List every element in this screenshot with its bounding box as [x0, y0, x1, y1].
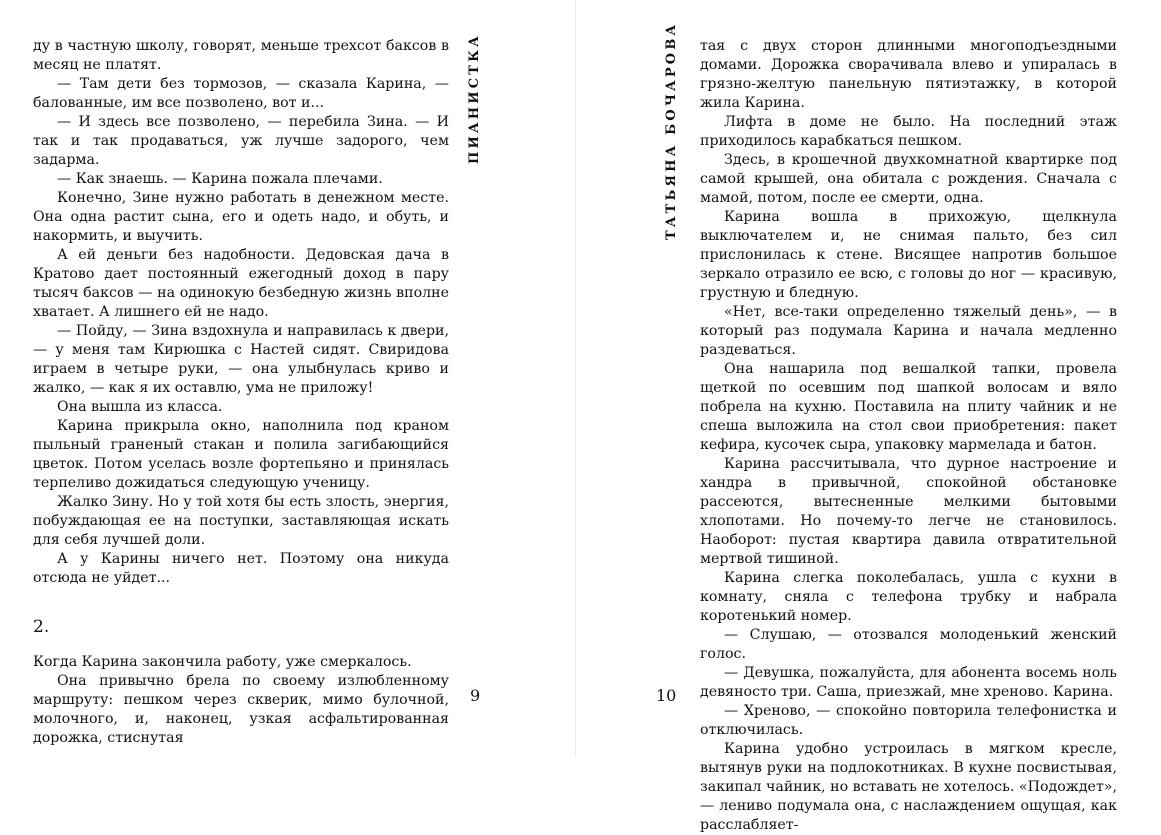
paragraph: — И здесь все позволено, — перебила Зина. — И так и так продаваться, уж лучше задорого, чем задарма.: [33, 114, 449, 168]
paragraph: ду в частную школу, говорят, меньше трехсот баксов в месяц не платят.: [33, 38, 449, 73]
paragraph: Карина слегка поколебалась, ушла с кухни в комнату, сняла с телефона трубку и набрала коротенький номер.: [700, 570, 1117, 624]
left-text-column: [33, 37, 449, 748]
paragraph: Лифта в доме не было. На последний этаж приходилось карабкаться пешком.: [700, 114, 1117, 149]
paragraph: Карина удобно устроилась в мягком кресле, вытянув руки на подлокотниках. В кухне посвистывая, закипал чайник, но вставать не хотелось. «Подождет», — лениво подумала она, с наслаждением ощущая, как расслабляет-: [700, 741, 1117, 833]
page-number: 9: [470, 686, 481, 705]
paragraph: — Как знаешь. — Карина пожала плечами.: [57, 171, 383, 187]
paragraph: Карина прикрыла окно, наполнила под краном пыльный граненый стакан и полила загибающийся цветок. Потом уселась возле фортепьяно и принялась терпеливо дожидаться следующую ученицу.: [33, 418, 449, 491]
paragraph: Карина рассчитывала, что дурное настроение и хандра в привычной, спокойной обстановке рассеются, вытесненные мелкими бытовыми хлопотами. Но почему-то легче не становилось. Наоборот: пустая квартира давила отвратительной мертвой тишиной.: [700, 456, 1117, 567]
paragraph: Здесь, в крошечной двухкомнатной квартирке под самой крышей, она обитала с рождения. Сначала с мамой, потом, после ее смерти, одна.: [700, 152, 1117, 206]
paragraph: тая с двух сторон длинными многоподъездными домами. Дорожка сворачивала влево и упиралась в грязно-желтую панельную пятиэтажку, в которой жила Карина.: [700, 38, 1117, 111]
paragraph: Она привычно брела по своему излюбленному маршруту: пешком через скверик, мимо булочной, молочного, и, наконец, узкая асфальтированная дорожка, стиснутая: [33, 673, 449, 746]
running-title: ПИАНИСТКА: [467, 33, 482, 164]
right-text-column: [700, 37, 1117, 835]
paragraph: А ей деньги без надобности. Дедовская дача в Кратово дает постоянный ежегодный доход в пару тысяч баксов — на одинокую безбедную жизнь вполне хватает. А лишнего ей не надо.: [33, 247, 449, 320]
paragraph: А у Карины ничего нет. Поэтому она никуда отсюда не уйдет...: [33, 551, 449, 586]
page-number: 10: [656, 686, 677, 705]
paragraph: — Хреново, — спокойно повторила телефонистка и отключилась.: [700, 703, 1117, 738]
paragraph: Она вышла из класса.: [57, 399, 223, 415]
paragraph: Когда Карина закончила работу, уже смеркалось.: [33, 654, 412, 670]
paragraph: Она нашарила под вешалкой тапки, провела щеткой по осевшим под шапкой волосам и вяло побрела на кухню. Поставила на плиту чайник и не спеша выложила на стол свои приобретения: пакет кефира, кусочек сыра, упаковку мармелада и батон.: [700, 361, 1117, 453]
left-page: [0, 0, 576, 757]
paragraph: — Девушка, пожалуйста, для абонента восемь ноль девяносто три. Саша, приезжай, мне хреново. Карина.: [700, 665, 1117, 700]
running-title: ТАТЬЯНА БОЧАРОВА: [664, 21, 679, 240]
right-page: [576, 0, 1161, 833]
paragraph: Карина вошла в прихожую, щелкнула выключателем и, не снимая пальто, без сил прислонилась к стене. Висящее напротив большое зеркало отразило ее всю, с головы до ног — красивую, грустную и бледную.: [700, 209, 1117, 301]
paragraph: Жалко Зину. Но у той хотя бы есть злость, энергия, побуждающая ее на поступки, заставляющая искать для себя лучшей доли.: [33, 494, 449, 548]
section-number: 2.: [33, 617, 50, 637]
paragraph: — Пойду, — Зина вздохнула и направилась к двери, — у меня там Кирюшка с Настей сидят. Свиридова играем в четыре руки, — она улыбнулась криво и жалко, — как я их оставлю, ума не приложу!: [33, 323, 449, 396]
paragraph: «Нет, все-таки определенно тяжелый день», — в который раз подумала Карина и начала медленно раздеваться.: [700, 304, 1117, 358]
paragraph: — Слушаю, — отозвался молоденький женский голос.: [700, 627, 1117, 662]
paragraph: — Там дети без тормозов, — сказала Карина, — балованные, им все позволено, вот и...: [33, 76, 449, 111]
paragraph: Конечно, Зине нужно работать в денежном месте. Она одна растит сына, его и одеть надо, и обуть, и накормить, и выучить.: [33, 190, 449, 244]
